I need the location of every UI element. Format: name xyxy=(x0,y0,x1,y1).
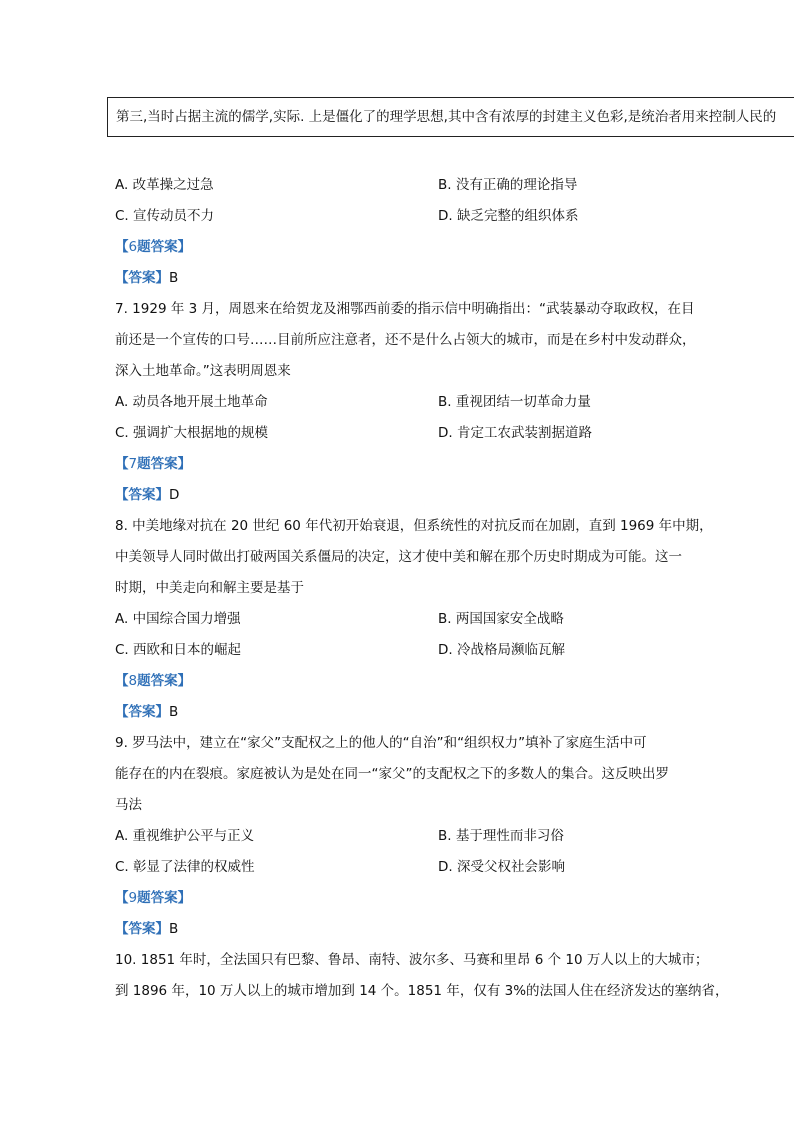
q6-heading-num: 6 xyxy=(128,239,138,255)
q8-answer xyxy=(115,697,705,728)
q8-option-a: A. 中国综合国力增强 xyxy=(115,611,241,627)
q9-option-d: D. 深受父权社会影响 xyxy=(438,859,565,875)
q7-heading-open: 【 xyxy=(115,456,129,472)
q7-option-d: D. 肯定工农武装割据道路 xyxy=(438,425,592,441)
q7-answer xyxy=(115,480,705,511)
q6-answer-value: B xyxy=(169,270,179,286)
q10-stem xyxy=(115,945,729,1007)
q7-options-row-2 xyxy=(115,418,705,449)
q6-option-d: D. 缺乏完整的组织体系 xyxy=(438,208,579,224)
q7-options-row-1 xyxy=(115,387,705,418)
q9-answer-label: 【答案】 xyxy=(115,921,169,937)
q9-option-b: B. 基于理性而非习俗 xyxy=(438,828,564,844)
q7-answer-label: 【答案】 xyxy=(115,487,169,503)
q6-heading-close: 题答案】 xyxy=(137,239,192,255)
q9-heading-open: 【 xyxy=(115,890,129,906)
q9-options-row-1 xyxy=(115,821,705,852)
q9-heading-num: 9 xyxy=(128,890,138,906)
q6-options-row-2 xyxy=(115,201,705,232)
q8-line-3: 时期，中美走向和解主要是基于 xyxy=(115,580,304,596)
q7-option-a: A. 动员各地开展土地革命 xyxy=(115,394,268,410)
q7-line-2: 前还是一个宣传的口号……目前所应注意者，还不是什么占领大的城市，而是在乡村中发动群众， xyxy=(115,332,696,348)
q8-heading-close: 题答案】 xyxy=(137,673,192,689)
q9-heading-close: 题答案】 xyxy=(137,890,192,906)
q9-options-row-2 xyxy=(115,852,705,883)
question-list xyxy=(115,170,729,1007)
q6-answer-label: 【答案】 xyxy=(115,270,169,286)
q8-options-row-1 xyxy=(115,604,705,635)
q8-answer-value: B xyxy=(169,704,179,720)
q8-line-1: 8. 中美地缘对抗在 20 世纪 60 年代初开始衰退，但系统性的对抗反而在加剧，直到 1969 年中期， xyxy=(115,518,713,534)
q7-answer-value: D xyxy=(169,487,180,503)
q9-line-1: 9. 罗马法中，建立在“家父”支配权之上的他人的“自治”和“组织权力”填补了家庭生活中可 xyxy=(115,735,647,751)
q6-answer-heading xyxy=(115,232,705,263)
q6-options-row-1 xyxy=(115,170,705,201)
q8-heading-open: 【 xyxy=(115,673,129,689)
q8-option-c: C. 西欧和日本的崛起 xyxy=(115,642,242,658)
q8-answer-label: 【答案】 xyxy=(115,704,169,720)
q8-option-d: D. 冷战格局濒临瓦解 xyxy=(438,642,565,658)
q9-answer-value: B xyxy=(169,921,179,937)
q7-line-1: 7. 1929 年 3 月，周恩来在给贺龙及湘鄂西前委的指示信中明确指出：“武装暴动夺取政权，在目 xyxy=(115,301,695,317)
q6-heading-open: 【 xyxy=(115,239,129,255)
q8-option-b: B. 两国国家安全战略 xyxy=(438,611,564,627)
q9-option-c: C. 彰显了法律的权威性 xyxy=(115,859,255,875)
q7-heading-close: 题答案】 xyxy=(137,456,192,472)
q10-line-1: 10. 1851 年时，全法国只有巴黎、鲁昂、南特、波尔多、马赛和里昂 6 个 10 万人以上的大城市； xyxy=(115,952,709,968)
q9-answer xyxy=(115,914,705,945)
q8-answer-heading xyxy=(115,666,705,697)
q8-line-2: 中美领导人同时做出打破两国关系僵局的决定，这才使中美和解在那个历史时期成为可能。这一 xyxy=(115,549,682,565)
q9-answer-heading xyxy=(115,883,705,914)
q7-option-c: C. 强调扩大根据地的规模 xyxy=(115,425,269,441)
q7-heading-num: 7 xyxy=(128,456,138,472)
q10-line-2: 到 1896 年，10 万人以上的城市增加到 14 个。1851 年，仅有 3%的法国人住在经济发达的塞纳省， xyxy=(115,983,729,999)
q6-answer xyxy=(115,263,705,294)
q8-stem xyxy=(115,511,713,604)
q9-line-2: 能存在的内在裂痕。家庭被认为是处在同一“家父”的支配权之下的多数人的集合。这反映出罗 xyxy=(115,766,669,782)
q7-answer-heading xyxy=(115,449,705,480)
q6-option-a: A. 改革操之过急 xyxy=(115,177,214,193)
q8-options-row-2 xyxy=(115,635,705,666)
excerpt-box: 第三,当时占据主流的儒学,实际. 上是僵化了的理学思想,其中含有浓厚的封建主义色彩,是统治者用来控制人民的 xyxy=(107,97,794,137)
q6-option-b: B. 没有正确的理论指导 xyxy=(438,177,578,193)
q9-line-3: 马法 xyxy=(115,797,142,813)
q7-line-3: 深入土地革命。”这表明周恩来 xyxy=(115,363,291,379)
q9-stem xyxy=(115,728,705,821)
q8-heading-num: 8 xyxy=(128,673,138,689)
q9-option-a: A. 重视维护公平与正义 xyxy=(115,828,255,844)
q7-option-b: B. 重视团结一切革命力量 xyxy=(438,394,591,410)
q6-option-c: C. 宣传动员不力 xyxy=(115,208,215,224)
q7-stem xyxy=(115,294,705,387)
